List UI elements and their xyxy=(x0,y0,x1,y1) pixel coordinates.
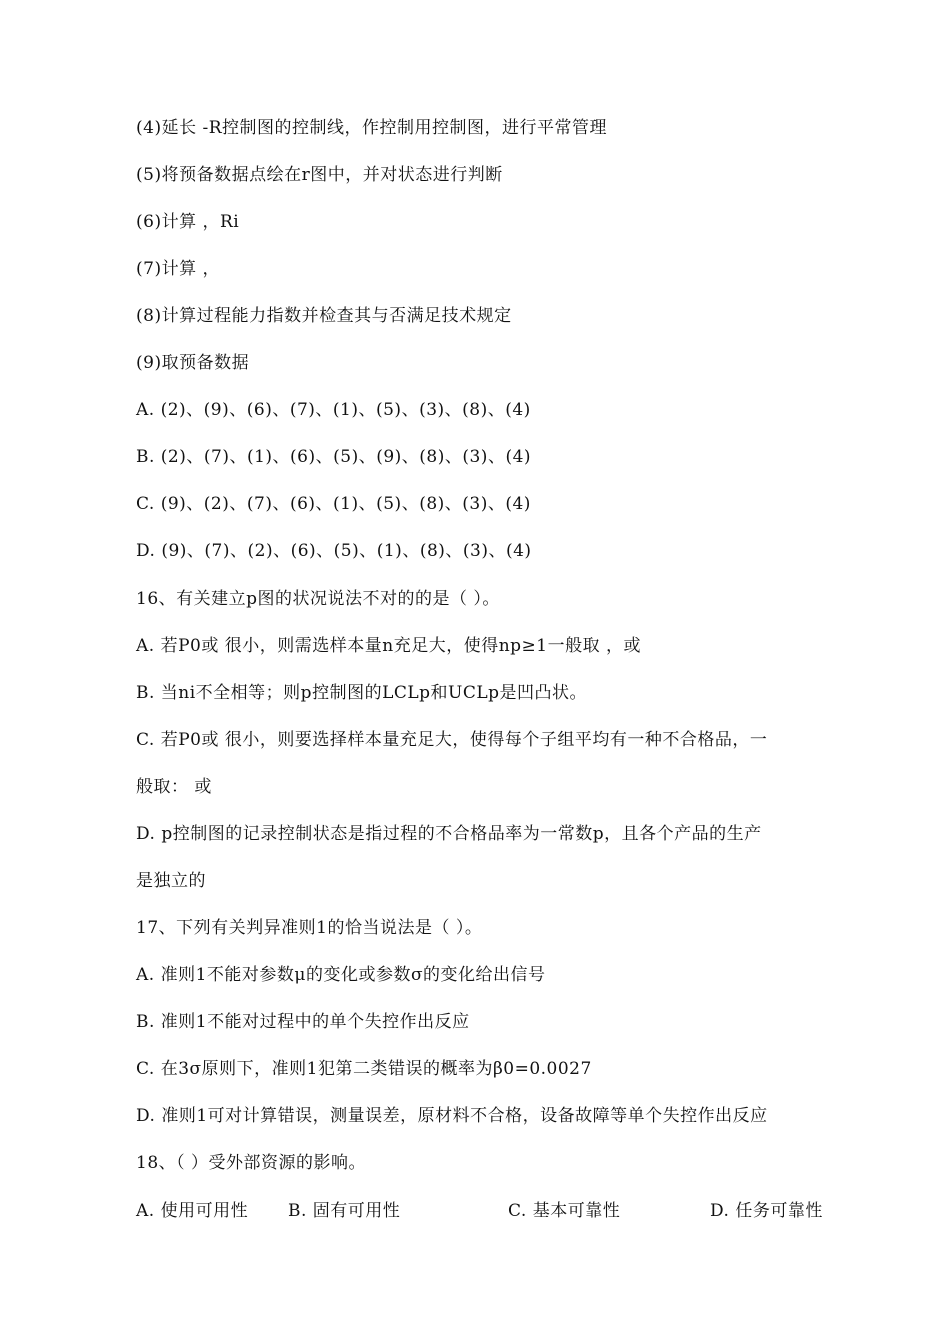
step-7: (7)计算 ， xyxy=(136,259,220,279)
step-9: (9)取预备数据 xyxy=(136,353,250,373)
question-17: 17、下列有关判异准则1的恰当说法是（ ）。 xyxy=(136,918,483,938)
q18-option-c: C. 基本可靠性 xyxy=(508,1201,621,1221)
q18-options xyxy=(136,1200,836,1222)
question-16: 16、有关建立p图的状况说法不对的的是（ ）。 xyxy=(136,589,500,609)
q17-option-a: A. 准则1不能对参数μ的变化或参数σ的变化给出信号 xyxy=(136,965,546,985)
q18-option-d: D. 任务可靠性 xyxy=(710,1201,823,1221)
q16-option-d-cont: 是独立的 xyxy=(136,871,206,891)
q17-option-d: D. 准则1可对计算错误，测量误差，原材料不合格，设备故障等单个失控作出反应 xyxy=(136,1106,768,1126)
question-18: 18、（ ）受外部资源的影响。 xyxy=(136,1153,367,1173)
step-6: (6)计算 ，Ri xyxy=(136,212,240,232)
step-4: (4)延长 -R控制图的控制线，作控制用控制图，进行平常管理 xyxy=(136,118,608,138)
step-8: (8)计算过程能力指数并检查其与否满足技术规定 xyxy=(136,306,512,326)
q16-option-c-cont: 般取： 或 xyxy=(136,777,212,797)
q15-option-c: C. (9)、(2)、(7)、(6)、(1)、(5)、(8)、(3)、(4) xyxy=(136,494,531,514)
q18-option-a: A. 使用可用性 xyxy=(136,1201,249,1221)
q16-option-a: A. 若P0或 很小，则需选样本量n充足大，使得np≥1一般取 ，或 xyxy=(136,636,641,656)
q17-option-c: C. 在3σ原则下，准则1犯第二类错误的概率为β0=0.0027 xyxy=(136,1059,592,1079)
q16-option-b: B. 当ni不全相等；则p控制图的LCLp和UCLp是凹凸状。 xyxy=(136,683,588,703)
q16-option-d: D. p控制图的记录控制状态是指过程的不合格品率为一常数p，且各个产品的生产 xyxy=(136,824,762,844)
q16-option-c: C. 若P0或 很小，则要选择样本量充足大，使得每个子组平均有一种不合格品，一 xyxy=(136,730,768,750)
q15-option-a: A. (2)、(9)、(6)、(7)、(1)、(5)、(3)、(8)、(4) xyxy=(136,400,531,420)
q17-option-b: B. 准则1不能对过程中的单个失控作出反应 xyxy=(136,1012,470,1032)
q15-option-d: D. (9)、(7)、(2)、(6)、(5)、(1)、(8)、(3)、(4) xyxy=(136,541,532,561)
q15-option-b: B. (2)、(7)、(1)、(6)、(5)、(9)、(8)、(3)、(4) xyxy=(136,447,532,467)
step-5: (5)将预备数据点绘在r图中，并对状态进行判断 xyxy=(136,165,503,185)
q18-option-b: B. 固有可用性 xyxy=(288,1201,401,1221)
